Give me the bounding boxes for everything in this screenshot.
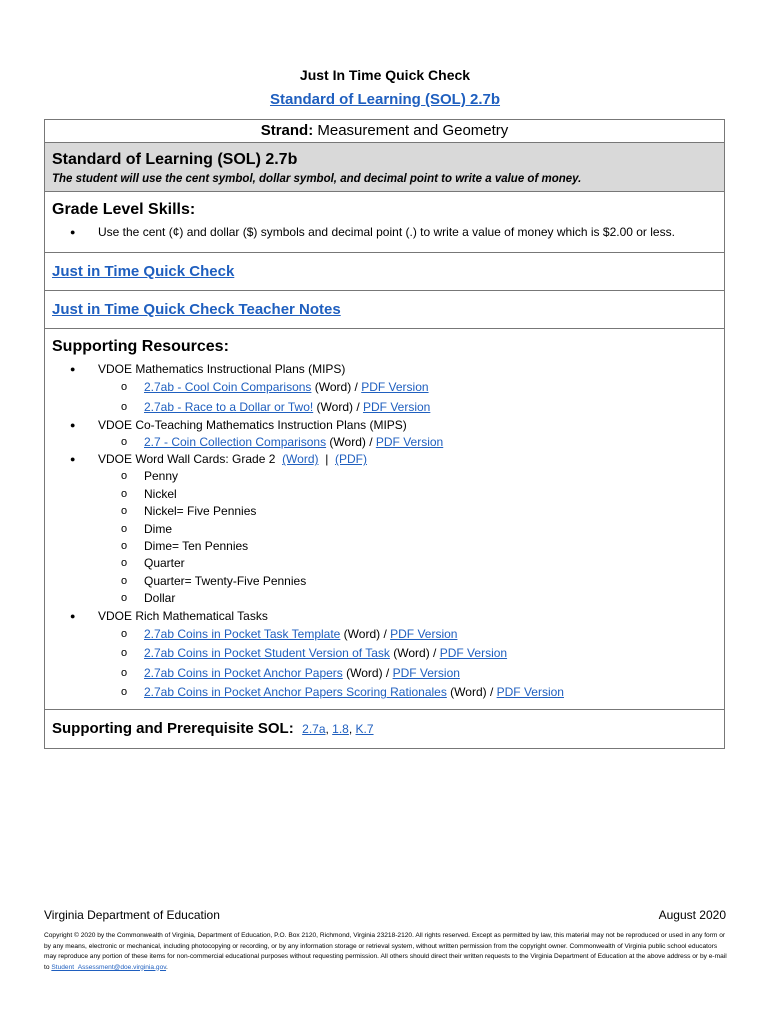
quick-check-link[interactable]: Just in Time Quick Check: [52, 263, 235, 280]
list-item: [144, 434, 717, 451]
skills-section: [45, 192, 725, 253]
word-label: (Word) /: [446, 685, 497, 700]
list-item: o Nickel: [144, 486, 717, 503]
wordwall-pdf-link[interactable]: (PDF): [334, 452, 367, 467]
teacher-notes-link[interactable]: Just in Time Quick Check Teacher Notes: [52, 301, 341, 318]
word-label: (Word) /: [342, 665, 393, 680]
sol-header-link[interactable]: [0, 91, 770, 108]
mips-link-1[interactable]: 2.7ab - Cool Coin Comparisons: [144, 380, 312, 394]
prereq-link-1-8[interactable]: 1.8: [332, 721, 349, 736]
mips-list: [98, 378, 717, 417]
wordwall-list: [98, 468, 717, 607]
pdf-link[interactable]: PDF Version: [439, 646, 508, 661]
resource-rich-tasks: [98, 608, 717, 703]
list-item: [144, 683, 717, 703]
list-item: o Penny: [144, 468, 717, 485]
pdf-link[interactable]: PDF Version: [362, 399, 431, 414]
mips-link-2[interactable]: 2.7ab - Race to a Dollar or Two!: [144, 399, 314, 414]
prereq-sep: ,: [325, 721, 333, 736]
list-item: o Dollar: [144, 590, 717, 607]
list-item: o Quarter= Twenty-Five Pennies: [144, 573, 717, 590]
wordwall-word-link[interactable]: (Word): [282, 452, 319, 467]
rich-list: [98, 625, 717, 703]
copyright-notice: [44, 931, 727, 973]
quick-check-row: [45, 253, 725, 291]
prereq-link-2-7a[interactable]: 2.7a: [302, 721, 326, 736]
rich-link-3[interactable]: 2.7ab Coins in Pocket Anchor Papers: [144, 665, 343, 680]
mips-label: VDOE Mathematics Instructional Plans (MIPS): [98, 362, 346, 376]
resource-coteach: [98, 417, 717, 451]
resources-list: [52, 361, 717, 703]
rich-link-1[interactable]: 2.7ab Coins in Pocket Task Template: [144, 626, 341, 641]
skill-item: ● Use the cent (¢) and dollar ($) symbols and decimal point (.) to write a value of money which is $2.00 or less.: [98, 224, 717, 241]
list-item: o Dime= Ten Pennies: [144, 538, 717, 555]
strand-row: [45, 120, 725, 143]
prereq-link-k-7[interactable]: K.7: [355, 721, 374, 736]
word-label: (Word) /: [311, 380, 362, 394]
skills-heading: Grade Level Skills:: [52, 201, 196, 218]
prereq-label: Supporting and Prerequisite SOL:: [52, 719, 294, 737]
resource-mips: [98, 361, 717, 417]
copyright-email-link[interactable]: Student_Assessment@doe.virginia.gov: [51, 963, 167, 971]
resource-wordwall: [98, 451, 717, 607]
sol-header-link-text[interactable]: Standard of Learning (SOL) 2.7b: [269, 91, 501, 108]
list-item: o Dime: [144, 521, 717, 538]
strand-value: Measurement and Geometry: [317, 122, 509, 139]
list-item: [144, 398, 717, 418]
sol-table: [44, 119, 725, 749]
strand-label: Strand:: [260, 122, 314, 139]
sol-description: The student will use the cent symbol, dollar symbol, and decimal point to write a value of money.: [52, 173, 582, 185]
pdf-link[interactable]: PDF Version: [375, 435, 444, 449]
prereq-section: [45, 709, 725, 748]
resources-heading: Supporting Resources:: [52, 338, 229, 355]
list-item: [144, 378, 717, 398]
list-item: [144, 664, 717, 684]
sol-heading: Standard of Learning (SOL) 2.7b: [52, 151, 298, 168]
wordwall-sep: |: [325, 452, 329, 467]
copyright-text: Copyright © 2020 by the Commonwealth of Virginia, Department of Education, P.O. Box 2120, Richmond, Virginia 23218-2120. All rights reserved. Except as permitted by law, this material may not be reproduced or used in any form or by any means, electronic or mechanical, including photocopying or recording, or by any information storage or retrieval system, without written permission from the copyright owner. Commonwealth of Virginia public school educators may reproduce any portion of these items for non-commercial educational purposes without requesting permission. All others should direct their written requests to the Virginia Department of Education at the above address or by e-mail to: [44, 932, 727, 971]
copyright-end: .: [166, 963, 168, 971]
rich-link-2[interactable]: 2.7ab Coins in Pocket Student Version of Task: [144, 646, 390, 661]
resources-section: [45, 329, 725, 710]
wordwall-label: VDOE Word Wall Cards: Grade 2: [98, 452, 276, 467]
list-item: o Quarter: [144, 555, 717, 572]
skills-list: [52, 224, 717, 241]
sol-section: [45, 143, 725, 192]
rich-link-4[interactable]: 2.7ab Coins in Pocket Anchor Papers Scoring Rationales: [144, 685, 447, 700]
word-label: (Word) /: [313, 399, 363, 414]
footer-department: Virginia Department of Education: [44, 908, 220, 922]
word-label: (Word) /: [340, 626, 391, 641]
rich-label: VDOE Rich Mathematical Tasks: [98, 608, 268, 623]
pdf-link[interactable]: PDF Version: [361, 380, 429, 394]
coteach-list: [98, 434, 717, 451]
word-label: (Word) /: [326, 435, 376, 449]
list-item: [144, 625, 717, 645]
footer-date: August 2020: [658, 908, 726, 922]
teacher-notes-row: [45, 291, 725, 329]
list-item: [144, 644, 717, 664]
list-item: o Nickel= Five Pennies: [144, 503, 717, 520]
coteach-link-1[interactable]: 2.7 - Coin Collection Comparisons: [144, 435, 327, 449]
pdf-link[interactable]: PDF Version: [392, 665, 460, 680]
prereq-sep: ,: [348, 721, 356, 736]
coteach-label: VDOE Co-Teaching Mathematics Instruction Plans (MIPS): [98, 418, 407, 432]
word-label: (Word) /: [389, 646, 440, 661]
pdf-link[interactable]: PDF Version: [390, 626, 458, 641]
pdf-link[interactable]: PDF Version: [496, 685, 564, 700]
page-title: Just In Time Quick Check: [299, 67, 471, 83]
prereq-links: [302, 722, 373, 736]
